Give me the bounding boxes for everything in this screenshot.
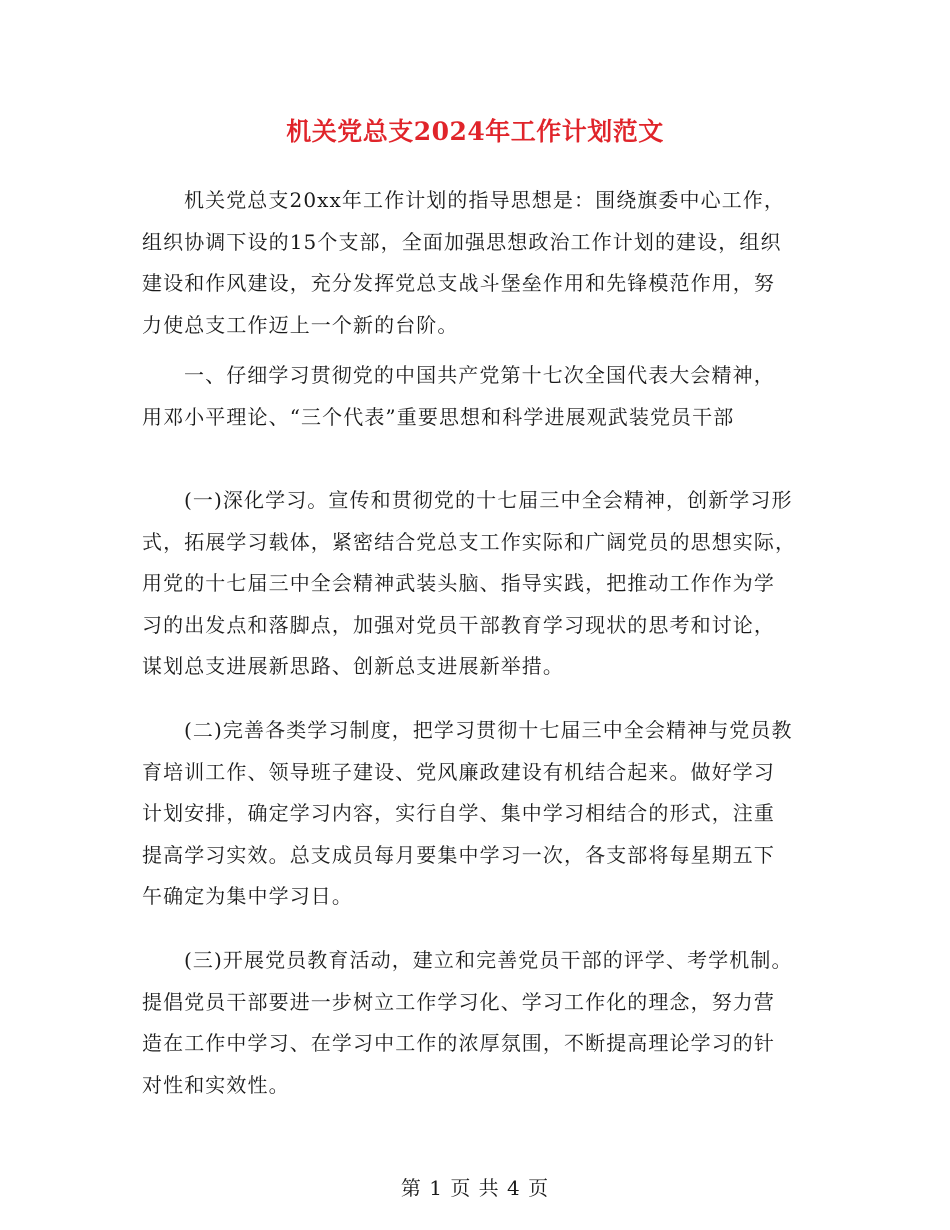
paragraph-line: 育培训工作、领导班子建设、党风廉政建设有机结合起来。做好学习 <box>142 759 775 784</box>
paragraph-line: 用党的十七届三中全会精神武装头脑、指导实践，把推动工作作为学 <box>142 571 775 595</box>
paragraph-line: 提高学习实效。总支成员每月要集中学习一次，各支部将每星期五下 <box>142 842 775 867</box>
paragraph-line: 谋划总支进展新思路、创新总支进展新举措。 <box>142 654 564 678</box>
paragraph-line: 组织协调下设的15个支部，全面加强思想政治工作计划的建设，组织 <box>142 229 782 254</box>
paragraph-guiding-idea <box>142 180 802 346</box>
paragraph-line: 力使总支工作迈上一个新的台阶。 <box>142 312 459 337</box>
paragraph-line: 用邓小平理论、“三个代表”重要思想和科学进展观武装党员干部 <box>142 404 735 429</box>
section-heading-1 <box>142 355 802 438</box>
paragraph-line: 习的出发点和落脚点，加强对党员干部教育学习现状的思考和讨论， <box>142 612 775 637</box>
paragraph-line: 造在工作中学习、在学习中工作的浓厚氛围，不断提高理论学习的针 <box>142 1031 775 1055</box>
paragraph-line: 一、仔细学习贯彻党的中国共产党第十七次全国代表大会精神， <box>184 363 775 387</box>
paragraph-line: 建设和作风建设，充分发挥党总支战斗堡垒作用和先锋模范作用，努 <box>142 271 775 295</box>
paragraph-line: 对性和实效性。 <box>142 1072 290 1097</box>
paragraph-line: 提倡党员干部要进一步树立工作学习化、学习工作化的理念，努力营 <box>142 989 775 1014</box>
paragraph-line: (一)深化学习。宣传和贯彻党的十七届三中全会精神，创新学习形 <box>184 488 793 512</box>
paragraph-line: (三)开展党员教育活动，建立和完善党员干部的评学、考学机制。 <box>184 948 793 972</box>
paragraph-study-system <box>142 710 802 918</box>
paragraph-line: 午确定为集中学习日。 <box>142 884 353 908</box>
document-title: 机关党总支2024年工作计划范文 <box>286 117 664 146</box>
paragraph-line: 计划安排，确定学习内容，实行自学、集中学习相结合的形式，注重 <box>142 801 775 825</box>
paragraph-line: 式，拓展学习载体，紧密结合党总支工作实际和广阔党员的思想实际， <box>142 529 797 554</box>
paragraph-education-activities <box>142 940 802 1106</box>
paragraph-line: 机关党总支20xx年工作计划的指导思想是：围绕旗委中心工作， <box>184 188 786 212</box>
page-footer: 第 1 页 共 4 页 <box>400 1176 550 1200</box>
paragraph-deepen-study <box>142 480 802 688</box>
paragraph-line: (二)完善各类学习制度，把学习贯彻十七届三中全会精神与党员教 <box>184 718 793 742</box>
